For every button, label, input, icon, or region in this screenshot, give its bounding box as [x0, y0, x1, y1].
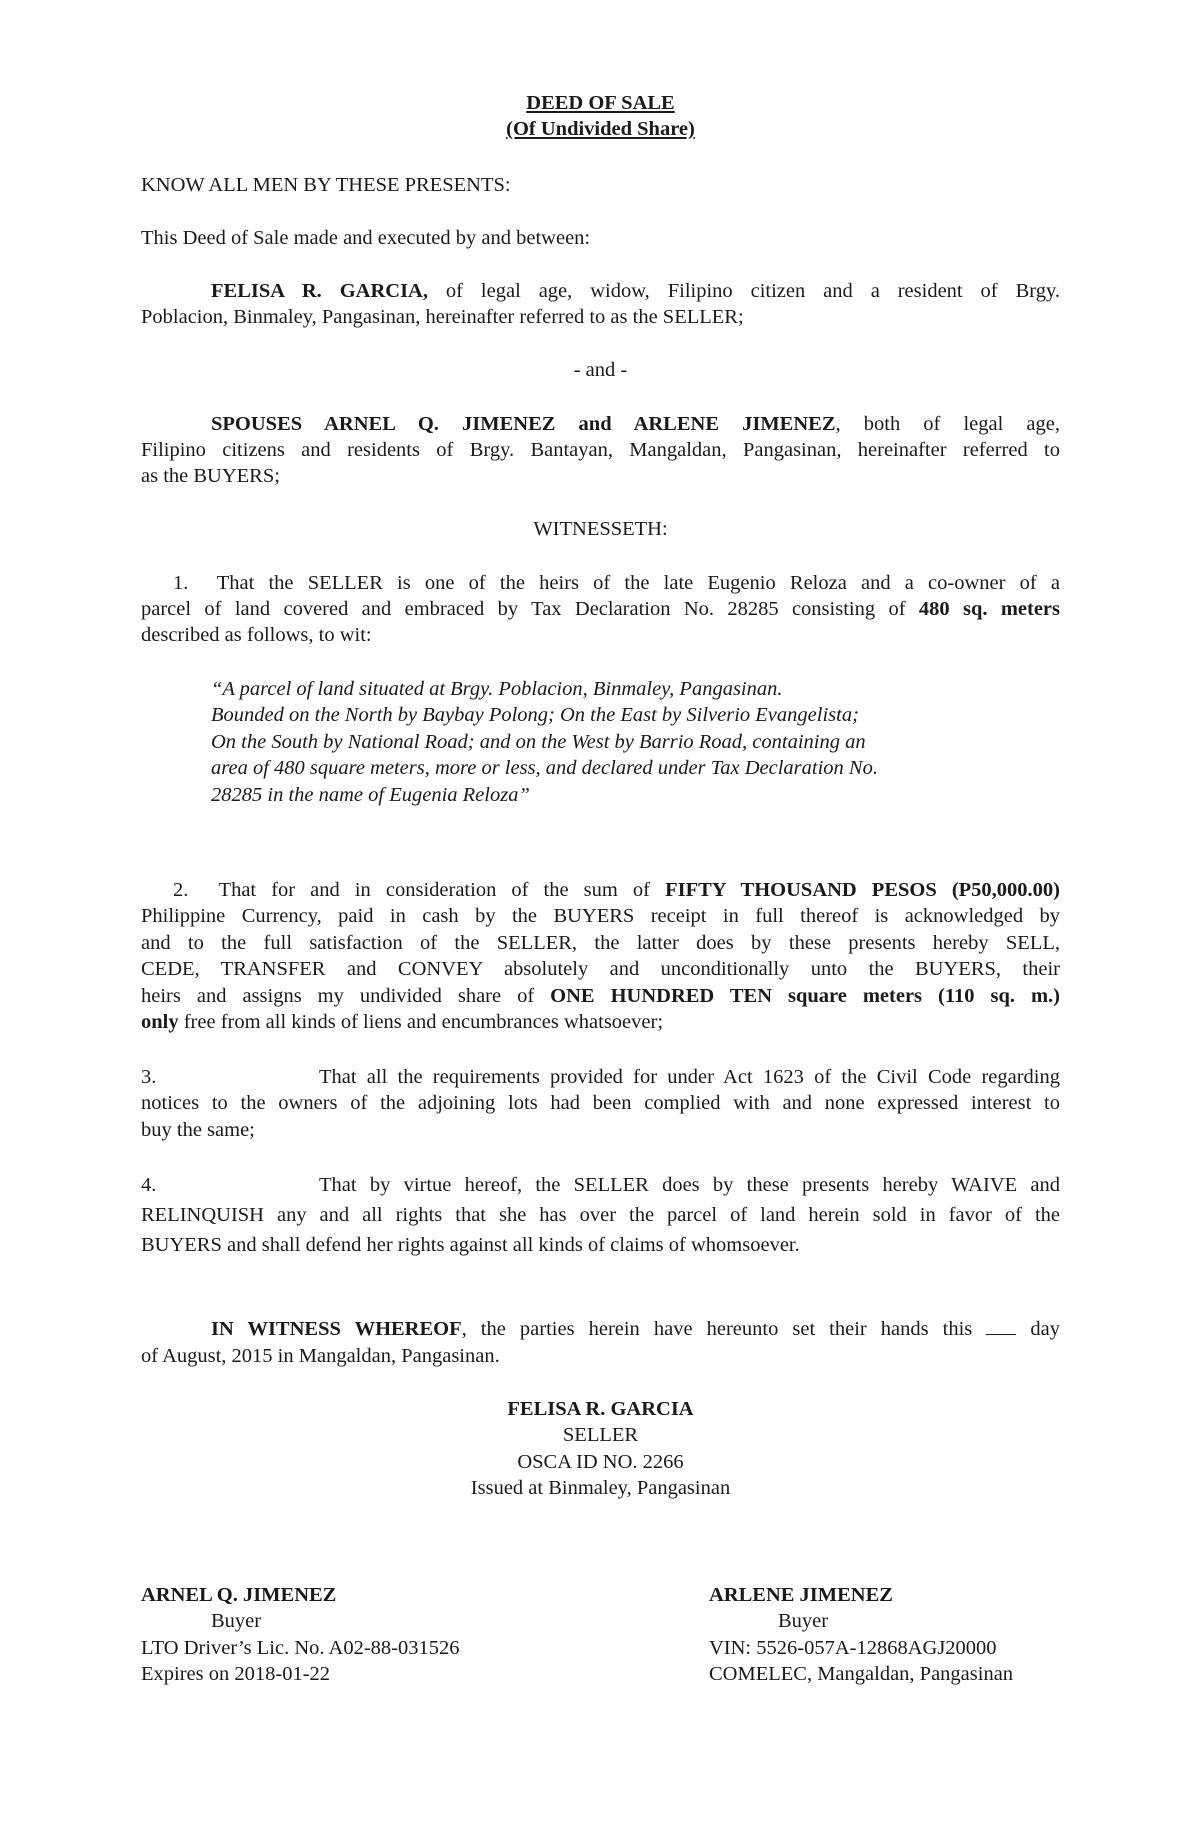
buyer2-signature-id: VIN: 5526-057A-12868AGJ20000: [709, 1637, 997, 1659]
clause2-line3: and to the full satisfaction of the SELLER, the latter does by these presents hereby SELL,: [141, 932, 1060, 954]
clause1-line1: [141, 570, 1060, 597]
document-subtitle: (Of Undivided Share): [506, 118, 695, 140]
seller-paragraph-line1: [141, 278, 1060, 305]
buyers-line1-text: , both of legal age,: [835, 413, 1060, 435]
clause2-number: 2.: [173, 879, 189, 901]
document-title: DEED OF SALE: [526, 92, 675, 114]
buyer2-signature-role: Buyer: [778, 1610, 829, 1632]
clause3-line1-text: That all the requirements provided for under Act 1623 of the Civil Code regarding: [319, 1066, 1060, 1088]
clause2-line5: [141, 983, 1060, 1010]
clause2-share: ONE HUNDRED TEN square meters (110 sq. m.): [550, 985, 1060, 1007]
intro-line: KNOW ALL MEN BY THESE PRESENTS:: [141, 174, 511, 196]
buyers-paragraph-line3: as the BUYERS;: [141, 465, 280, 487]
buyer1-signature-role: Buyer: [211, 1610, 262, 1632]
clause1-area: 480 sq. meters: [918, 598, 1060, 620]
witness-clause-day: day: [1016, 1318, 1060, 1340]
buyer1-signature-name: ARNEL Q. JIMENEZ: [141, 1584, 337, 1606]
clause4-number: 4.: [141, 1174, 157, 1196]
clause2-line6: [141, 1009, 1060, 1036]
clause2-price: FIFTY THOUSAND PESOS (P50,000.00): [665, 879, 1061, 901]
seller-signature-issued: Issued at Binmaley, Pangasinan: [470, 1477, 731, 1499]
seller-signature-name: FELISA R. GARCIA: [507, 1398, 694, 1420]
witness-clause-line2: of August, 2015 in Mangaldan, Pangasinan.: [141, 1345, 500, 1367]
buyer1-signature-expiry: Expires on 2018-01-22: [141, 1663, 331, 1685]
clause3-number: 3.: [141, 1066, 157, 1088]
buyers-names: SPOUSES ARNEL Q. JIMENEZ and ARLENE JIMENEZ: [211, 413, 836, 435]
witnesseth-heading: WITNESSETH:: [533, 518, 668, 540]
clause2-line1-text: That for and in consideration of the sum of: [218, 879, 666, 901]
clause2-line6-text: free from all kinds of liens and encumbrances whatsoever;: [178, 1011, 664, 1033]
clause1-line3: described as follows, to wit:: [141, 624, 372, 646]
witness-clause-line1: [141, 1316, 1060, 1343]
clause2-line1: [141, 877, 1060, 904]
clause4-line2: RELINQUISH any and all rights that she has over the parcel of land herein sold in favor of the: [141, 1204, 1060, 1226]
buyers-paragraph-line1: [141, 411, 1060, 438]
clause4-line3: BUYERS and shall defend her rights against all kinds of claims of whomsoever.: [141, 1234, 800, 1256]
clause2-line2: Philippine Currency, paid in cash by the BUYERS receipt in full thereof is acknowledged by: [141, 905, 1060, 927]
and-separator: - and -: [573, 359, 628, 381]
day-blank-line: [986, 1316, 1016, 1335]
clause4-line1: [141, 1172, 1060, 1199]
clause1-line2-text: parcel of land covered and embraced by Tax Declaration No. 28285 consisting of: [141, 598, 919, 620]
buyer1-signature-id: LTO Driver’s Lic. No. A02-88-031526: [141, 1637, 460, 1659]
clause4-line1-text: That by virtue hereof, the SELLER does by these presents hereby WAIVE and: [319, 1174, 1060, 1196]
seller-paragraph-line2: Poblacion, Binmaley, Pangasinan, hereinafter referred to as the SELLER;: [141, 306, 744, 328]
seller-line1-text: of legal age, widow, Filipino citizen and a resident of Brgy.: [427, 280, 1060, 302]
clause3-line1: [141, 1064, 1060, 1091]
clause3-line3: buy the same;: [141, 1119, 255, 1141]
property-description-line1: “A parcel of land situated at Brgy. Poblacion, Binmaley, Pangasinan.: [211, 678, 783, 700]
seller-name: FELISA R. GARCIA,: [211, 280, 428, 302]
clause3-line2: notices to the owners of the adjoining lots had been complied with and none expressed interest to: [141, 1092, 1060, 1114]
clause2-line5-text: heirs and assigns my undivided share of: [141, 985, 551, 1007]
property-description-line2: Bounded on the North by Baybay Polong; On the East by Silverio Evangelista;: [211, 704, 859, 726]
clause1-line1-text: That the SELLER is one of the heirs of the late Eugenio Reloza and a co-owner of a: [216, 572, 1060, 594]
clause2-only: only: [141, 1011, 179, 1033]
property-description-line4: area of 480 square meters, more or less, and declared under Tax Declaration No.: [211, 757, 878, 779]
property-description-line3: On the South by National Road; and on the West by Barrio Road, containing an: [211, 731, 866, 753]
lead-in-line: This Deed of Sale made and executed by and between:: [141, 227, 591, 249]
clause2-line4: CEDE, TRANSFER and CONVEY absolutely and unconditionally unto the BUYERS, their: [141, 958, 1060, 980]
seller-signature-id: OSCA ID NO. 2266: [517, 1451, 684, 1473]
buyer2-signature-name: ARLENE JIMENEZ: [709, 1584, 893, 1606]
property-description-line5: 28285 in the name of Eugenia Reloza”: [211, 784, 530, 806]
buyers-paragraph-line2: Filipino citizens and residents of Brgy. Bantayan, Mangaldan, Pangasinan, hereinafter referred to: [141, 439, 1060, 461]
seller-signature-role: SELLER: [562, 1424, 639, 1446]
witness-clause-text: , the parties herein have hereunto set their hands this: [461, 1318, 973, 1340]
buyer2-signature-issuer: COMELEC, Mangaldan, Pangasinan: [709, 1663, 1014, 1685]
witness-whereof: IN WITNESS WHEREOF: [211, 1318, 462, 1340]
clause1-number: 1.: [173, 572, 189, 594]
clause1-line2: [141, 596, 1060, 623]
